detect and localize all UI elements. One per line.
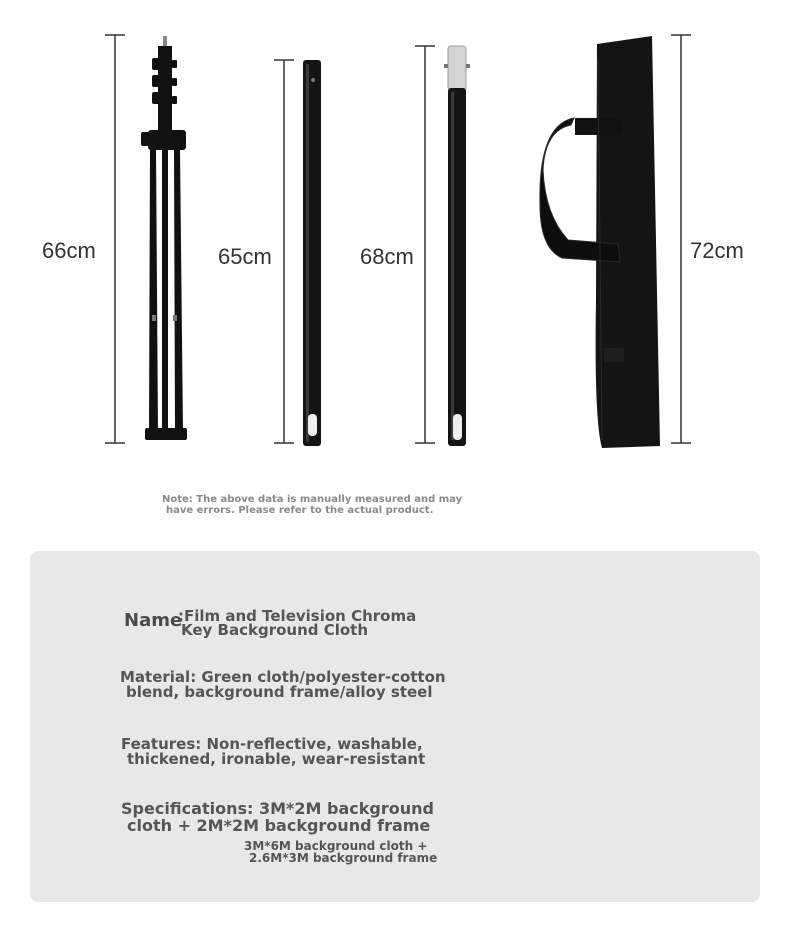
specifications-alt xyxy=(244,840,437,864)
product-name-line-1: :Film and Television Chroma xyxy=(178,607,417,625)
specifications-line-1: Specifications: 3M*2M background xyxy=(121,799,434,818)
product-name xyxy=(178,609,416,637)
product-name-line-2: Key Background Cloth xyxy=(181,621,369,639)
tripod-dimension-bracket xyxy=(105,35,125,443)
specifications-line-2: cloth + 2M*2M background frame xyxy=(127,816,431,835)
material-line-2: blend, background frame/alloy steel xyxy=(126,683,433,701)
features-line-2: thickened, ironable, wear-resistant xyxy=(127,750,426,768)
tripod-height-label: 66cm xyxy=(42,238,96,263)
material-line-1: Material: Green cloth/polyester-cotton xyxy=(120,668,446,686)
carry-bag-image xyxy=(540,36,660,448)
material-spec xyxy=(120,670,446,700)
upright-pole-image xyxy=(444,46,470,446)
bag-length-label: 72cm xyxy=(690,238,744,263)
crossbar-pole-image xyxy=(303,60,321,446)
tripod-stand-image xyxy=(141,36,187,440)
note-line-1: Note: The above data is manually measured and may xyxy=(162,494,463,505)
bag-dimension-bracket xyxy=(671,35,691,443)
pole-a-dimension-bracket xyxy=(274,60,294,443)
pole-b-length-label: 68cm xyxy=(360,244,414,269)
pole-b-dimension-bracket xyxy=(415,46,435,443)
features-line-1: Features: Non-reflective, washable, xyxy=(121,735,423,753)
features-spec xyxy=(121,737,425,767)
note-line-2: have errors. Please refer to the actual product. xyxy=(166,505,434,516)
specifications-line-4: 2.6M*3M background frame xyxy=(249,851,438,865)
specifications-line-3: 3M*6M background cloth + xyxy=(244,839,428,853)
pole-a-length-label: 65cm xyxy=(218,244,272,269)
name-label: Name xyxy=(124,610,183,631)
measurement-note xyxy=(162,494,462,516)
specifications-spec xyxy=(121,800,434,834)
